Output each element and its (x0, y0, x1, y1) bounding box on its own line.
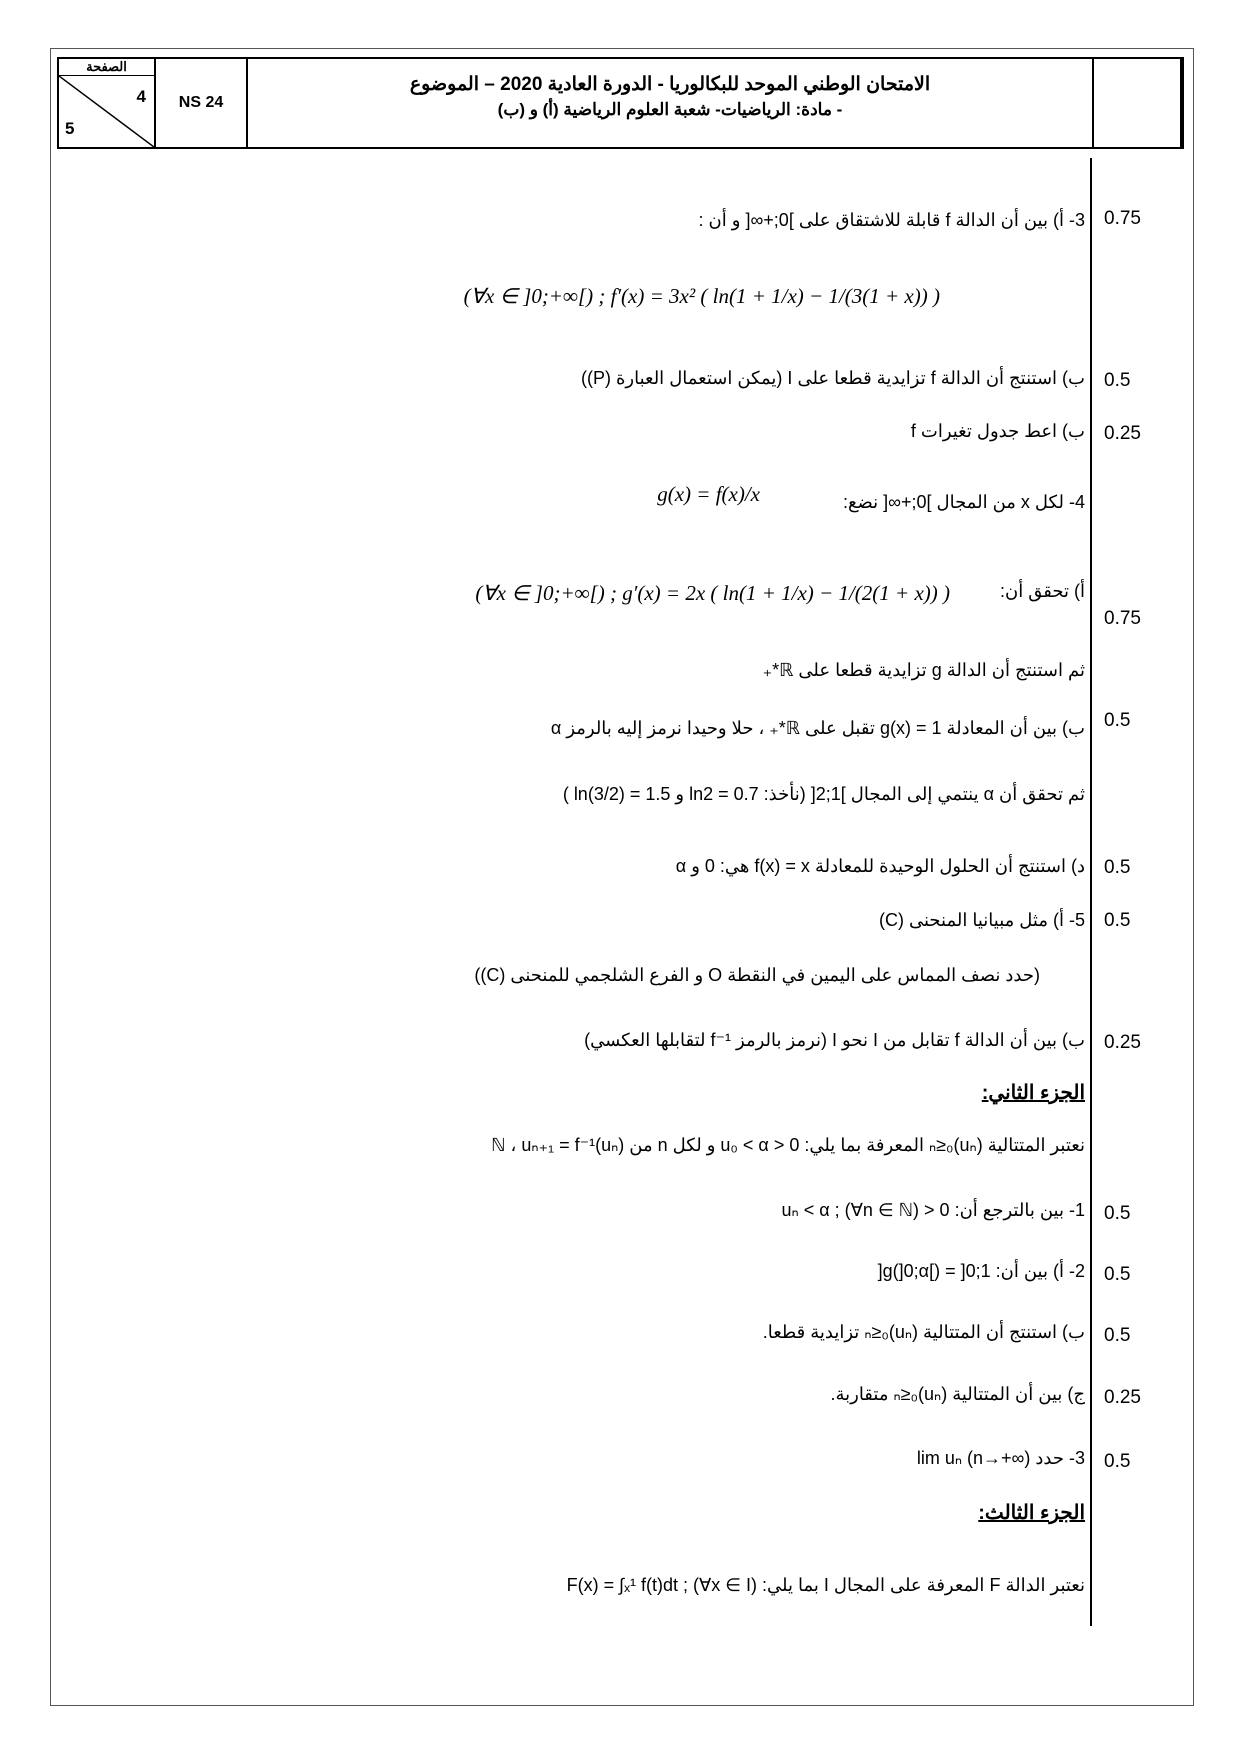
score: 0.5 (1104, 857, 1131, 878)
question-4a-part2: ثم استنتج أن الدالة g تزايدية قطعا على ℝ*₊ (762, 660, 1085, 680)
exam-title-box (248, 59, 1094, 147)
score: 0.25 (1104, 1387, 1141, 1408)
question-4d: د) استنتج أن الحلول الوحيدة للمعادلة f(x) = x هي: 0 و α (675, 856, 1085, 876)
part-three-title: الجزء الثالث: (978, 1502, 1085, 1524)
page-label: الصفحة (59, 59, 154, 76)
question-3b: ب) استنتج أن الدالة f تزايدية قطعا على I (يمكن استعمال العبارة (P)) (580, 368, 1085, 388)
exam-subtitle: - مادة: الرياضيات- شعبة العلوم الرياضية (أ) و (ب) (497, 100, 843, 119)
question-5b: ب) بين أن الدالة f تقابل من I نحو I (نرمز بالرمز f⁻¹ لتقابلها العكسي) (584, 1030, 1085, 1050)
question-3a: 3- أ) بين أن الدالة f قابلة للاشتقاق على ]0;+∞[ و أن : (698, 210, 1085, 230)
score: 0.25 (1104, 423, 1141, 444)
part-two-question-1: 1- بين بالترجع أن: 0 < uₙ < α ; (∀n ∈ ℕ) (781, 1200, 1085, 1220)
part-two-title: الجزء الثاني: (981, 1082, 1085, 1104)
part-two-question-2b: ب) استنتج أن المتتالية (uₙ)ₙ≥₀ تزايدية قطعا. (762, 1322, 1085, 1342)
score: 0.5 (1104, 1203, 1131, 1224)
score: 0.75 (1104, 208, 1141, 229)
part-three-intro: نعتبر الدالة F المعرفة على المجال I بما يلي: F(x) = ∫ₓ¹ f(t)dt ; (∀x ∈ I) (566, 1575, 1085, 1595)
formula-g-prime: (∀x ∈ ]0;+∞[) ; g′(x) = 2x ( ln(1 + 1/x) − 1/(2(1 + x)) ) (475, 581, 950, 605)
formula-g (657, 482, 760, 507)
exam-header (57, 57, 1184, 149)
page-number-box (59, 59, 156, 147)
question-4: 4- لكل x من المجال ]0;+∞[ نضع: (842, 492, 1085, 512)
question-5a-note: (حدد نصف المماس على اليمين في النقطة O و الفرع الشلجمي للمنحنى (C)) (474, 965, 1040, 985)
score: 0.5 (1104, 1325, 1131, 1346)
score: 0.5 (1104, 1451, 1131, 1472)
score: 0.5 (1104, 370, 1131, 391)
question-4b: ب) بين أن المعادلة g(x) = 1 تقبل على ℝ*₊ ، حلا وحيدا نرمز إليه بالرمز α (550, 718, 1085, 738)
part-two-question-2c: ج) بين أن المتتالية (uₙ)ₙ≥₀ متقاربة. (830, 1384, 1085, 1404)
exam-title: الامتحان الوطني الموحد للبكالوريا - الدورة العادية 2020 – الموضوع (409, 74, 931, 95)
question-3c: ب) اعط جدول تغيرات f (910, 421, 1085, 441)
question-4b-part2: ثم تحقق أن α ينتمي إلى المجال ]1;2[ (نأخذ: ln2 = 0.7 و ln(3/2) = 1.5 ) (562, 784, 1085, 804)
formula-f-prime: (∀x ∈ ]0;+∞[) ; f′(x) = 3x² ( ln(1 + 1/x) − 1/(3(1 + x)) ) (463, 284, 940, 308)
score: 0.25 (1104, 1032, 1141, 1053)
page-number: 4 (136, 87, 146, 106)
score: 0.5 (1104, 710, 1131, 731)
blank-cell (1094, 59, 1182, 147)
part-two-question-2a: 2- أ) بين أن: g(]0;α[) = ]0;1[ (877, 1261, 1085, 1281)
score: 0.75 (1104, 608, 1141, 629)
question-4a: أ) تحقق أن: (1000, 581, 1085, 601)
exam-code: NS 24 (156, 59, 248, 147)
score: 0.5 (1104, 1264, 1131, 1285)
score: 0.5 (1104, 910, 1131, 931)
page-total: 5 (65, 119, 75, 138)
score-column-divider (1090, 158, 1092, 1626)
part-two-question-3: 3- حدد lim uₙ (n→+∞) (916, 1448, 1085, 1468)
part-two-intro: نعتبر المتتالية (uₙ)ₙ≥₀ المعرفة بما يلي: 0 < u₀ < α و لكل n من ℕ ، uₙ₊₁ = f⁻¹(uₙ) (491, 1135, 1085, 1155)
formula-g-text: g(x) = f(x)/x (657, 482, 760, 506)
question-5a: 5- أ) مثل مبيانيا المنحنى (C) (878, 910, 1085, 930)
